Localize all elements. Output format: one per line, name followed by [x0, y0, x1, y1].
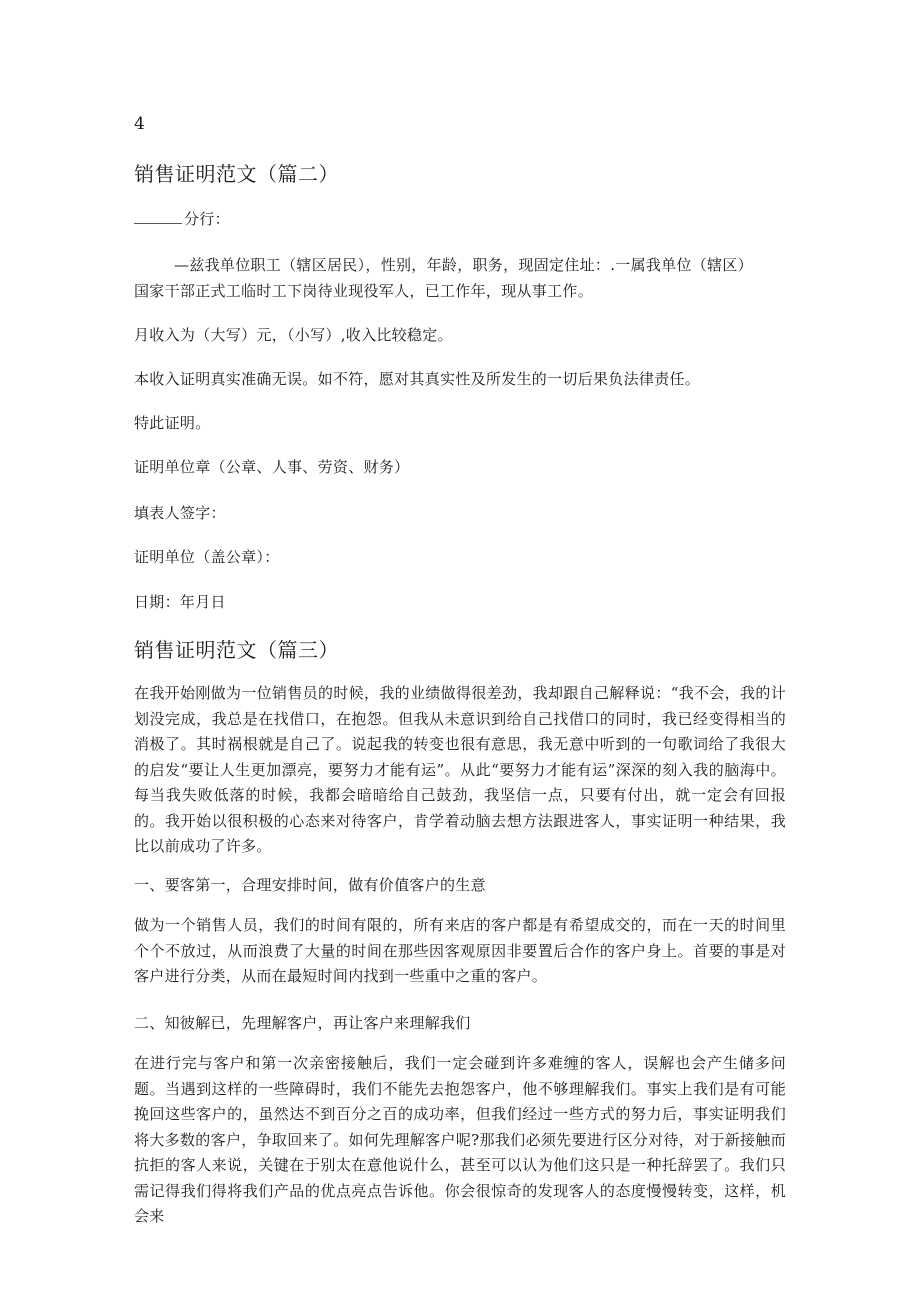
section3-title: 销售证明范文（篇三） [134, 638, 339, 662]
unit-line: 证明单位（盖公章）： [134, 548, 280, 566]
body-line: —兹我单位职工（辖区居民），性别，年龄，职务，现固定住址：.一属我单位（辖区） [174, 256, 753, 274]
signer-line: 填表人签字： [134, 504, 226, 522]
page-number: 4 [134, 114, 145, 134]
section2-title: 销售证明范文（篇二） [134, 162, 339, 186]
addressee-suffix: 分行： [184, 210, 230, 228]
addressee-line [134, 208, 230, 229]
intro-paragraph: 在我开始刚做为一位销售员的时候，我的业绩做得很差劲，我却跟自己解释说：“我不会，我的计划没完成，我总是在找借口，在抱怨。但我从未意识到给自己找借口的同时，我已经变得相当的消极了。其时祸根就是自己了。说起我的转变也很有意思，我无意中听到的一句歌词给了我很大的启发“要让人生更加漂亮，要努力才能有运”。从此“要努力才能有运”深深的刻入我的脑海中。每当我失败低落的时候，我都会暗暗给自己鼓劲，我坚信一点，只要有付出，就一定会有回报的。我开始以很积极的心态来对待客户，肯学着动脑去想方法跟进客人，事实证明一种结果，我比以前成功了许多。 [134, 684, 786, 855]
point1-body: 做为一个销售人员，我们的时间有限的，所有来店的客户都是有希望成交的，而在一天的时间里个个不放过，从而浪费了大量的时间在那些因客观原因非要置后合作的客户身上。首要的事是对客户进行分类，从而在最短时间内找到一些重中之重的客户。 [134, 916, 786, 985]
hereby-line: 特此证明。 [134, 414, 211, 432]
blank-underline [134, 223, 182, 224]
date-line: 日期：年月日 [134, 593, 226, 611]
income-line: 月收入为（大写）元，（小写）,收入比较稳定。 [134, 326, 453, 344]
point2-title: 二、知彼解已，先理解客户，再让客户来理解我们 [134, 1014, 471, 1032]
point1-title: 一、要客第一，合理安排时间，做有价值客户的生意 [134, 876, 486, 894]
seal-line: 证明单位章（公章、人事、劳资、财务） [134, 458, 410, 476]
statement-line: 本收入证明真实准确无误。如不符，愿对其真实性及所发生的一切后果负法律责任。 [134, 370, 701, 388]
point2-body: 在进行完与客户和第一次亲密接触后，我们一定会碰到许多难缠的客人，误解也会产生储多问题。当遇到这样的一些障碍时，我们不能先去抱怨客户，他不够理解我们。事实上我们是有可能挽回这些客户的，虽然达不到百分之百的成功率，但我们经过一些方式的努力后，事实证明我们将大多数的客户，争取回来了。如何先理解客户呢?那我们必须先要进行区分对待，对于新接触而抗拒的客人来说，关键在于别太在意他说什么，甚至可以认为他们这只是一种托辞罢了。我们只需记得我们得将我们产品的优点亮点告诉他。你会很惊奇的发现客人的态度慢慢转变，这样，机会来 [134, 1054, 786, 1225]
body-line: 国家干部正式工临时工下岗待业现役军人，已工作年，现从事工作。 [134, 282, 594, 300]
